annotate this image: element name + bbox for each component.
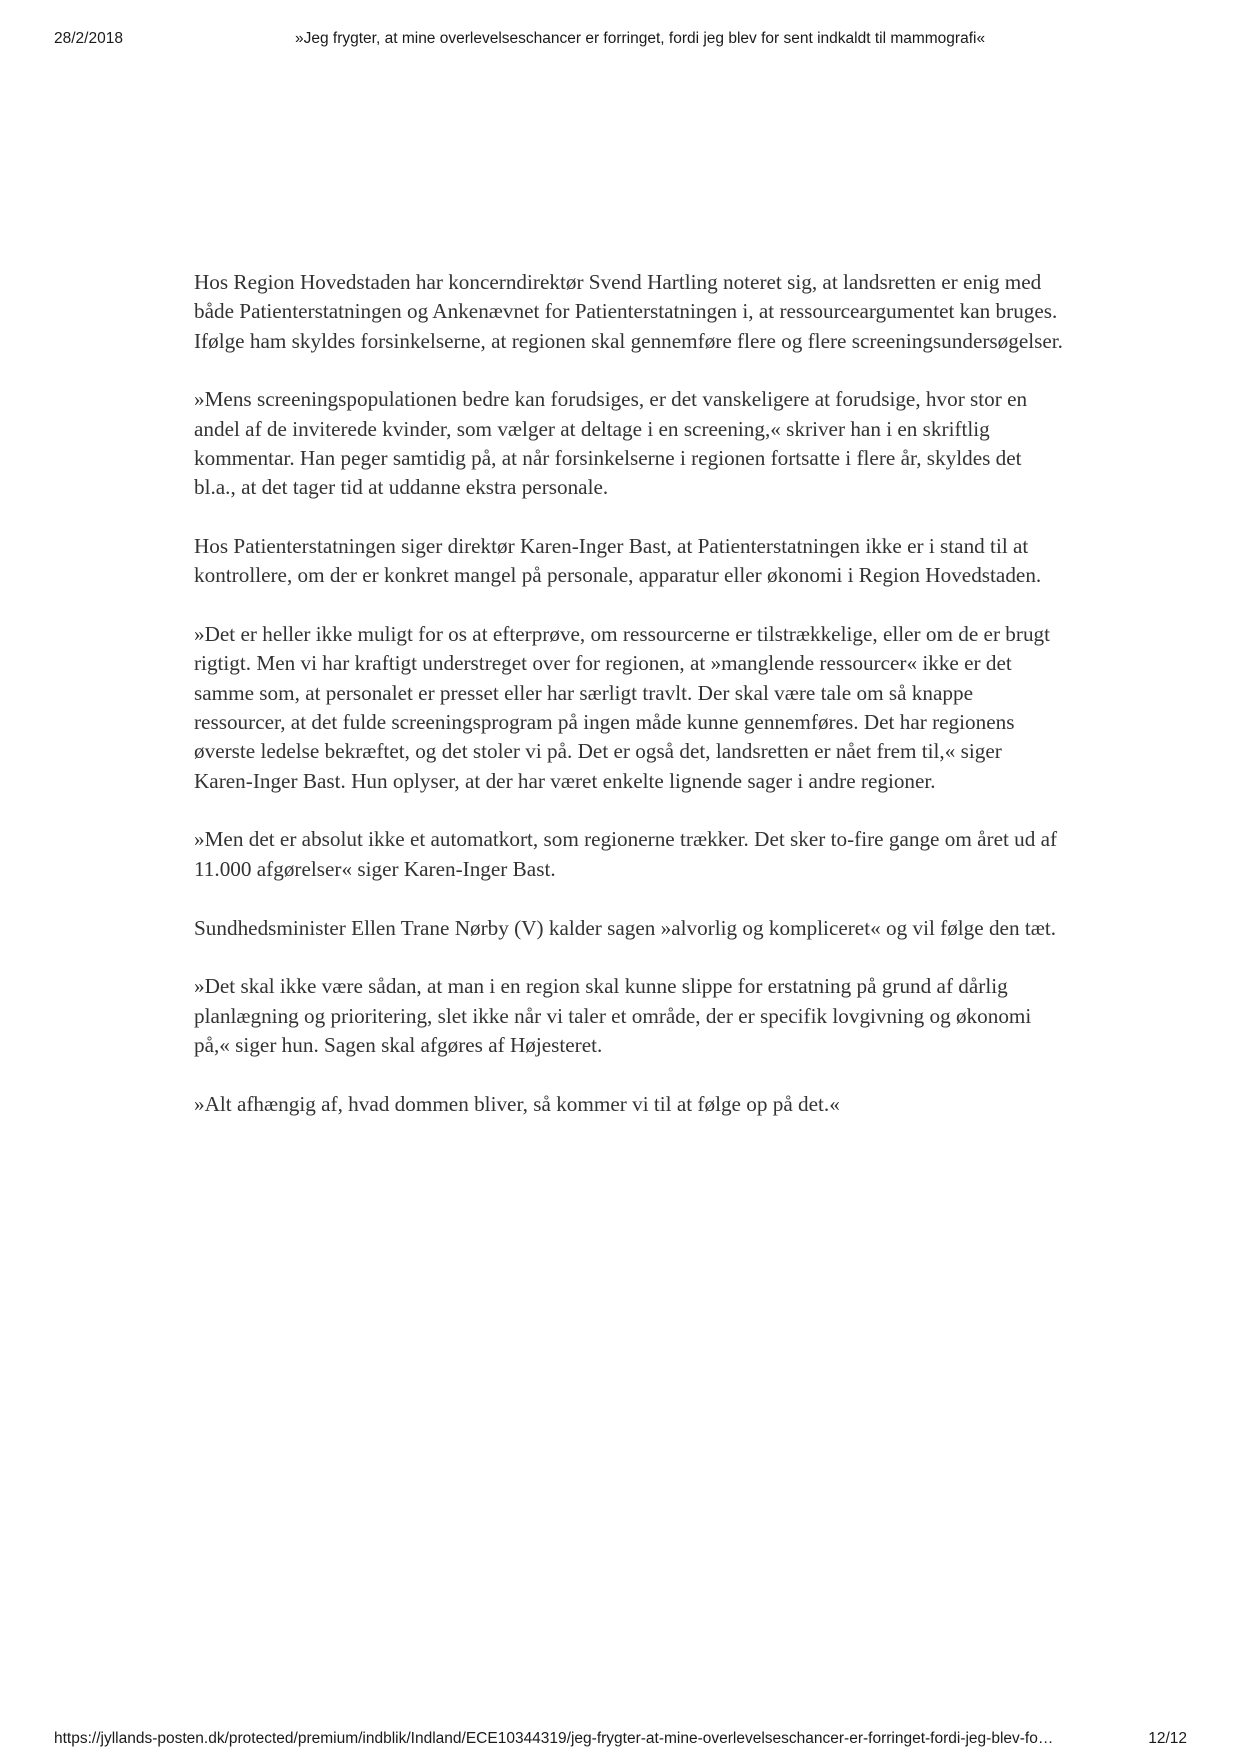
print-url: https://jyllands-posten.dk/protected/premium/indblik/Indland/ECE10344319/jeg-frygter-at-mine-overlevelseschancer-er-forringet-fordi-jeg-blev-fo… (54, 1730, 1054, 1747)
article-paragraph: »Det er heller ikke muligt for os at efterprøve, om ressourcerne er tilstrækkelige, eller om de er brugt rigtigt. Men vi har kraftigt understreget over for regionen, at »manglende ressourcer« ikke er det samme som, at personalet er presset eller har særligt travlt. Der skal være tale om så knappe ressourcer, at det fulde screeningsprogram på ingen måde kunne gennemføres. Det har regionens øverste ledelse bekræftet, og det stoler vi på. Det er også det, landsretten er nået frem til,« siger Karen-Inger Bast. Hun oplyser, at der har været enkelte lignende sager i andre regioner. (194, 622, 1051, 793)
article-paragraph: Hos Patienterstatningen siger direktør Karen-Inger Bast, at Patienterstatningen ikke er i stand til at kontrollere, om der er konkret mangel på personale, apparatur eller økonomi i Region Hovedstaden. (194, 534, 1042, 588)
article-paragraph: »Mens screeningspopulationen bedre kan forudsiges, er det vanskeligere at forudsige, hvor stor en andel af de inviterede kvinder, som vælger at deltage i en screening,« skriver han i en skriftlig kommentar. Han peger samtidig på, at når forsinkelserne i regionen fortsatte i flere år, skyldes det bl.a., at det tager tid at uddanne ekstra personale. (194, 387, 1028, 500)
article-paragraph: »Det skal ikke være sådan, at man i en region skal kunne slippe for erstatning på grund af dårlig planlægning og prioritering, slet ikke når vi taler et område, der er specifik lovgivning og økonomi på,« siger hun. Sagen skal afgøres af Højesteret. (194, 974, 1032, 1057)
article-paragraph: »Men det er absolut ikke et automatkort, som regionerne trækker. Det sker to-fire gange om året ud af 11.000 afgørelser« siger Karen-Inger Bast. (194, 827, 1058, 881)
print-page-title: »Jeg frygter, at mine overlevelseschancer er forringet, fordi jeg blev for sent indkaldt til mammografi« (295, 30, 986, 47)
article-paragraph: Hos Region Hovedstaden har koncerndirektør Svend Hartling noteret sig, at landsretten er enig med både Patienterstatningen og Ankenævnet for Patienterstatningen i, at ressourceargumentet kan bruges. Ifølge ham skyldes forsinkelserne, at regionen skal gennemføre flere og flere screeningsundersøgelser. (194, 270, 1063, 353)
article-paragraph: »Alt afhængig af, hvad dommen bliver, så kommer vi til at følge op på det.« (194, 1091, 840, 1116)
page-number: 12/12 (1148, 1730, 1187, 1747)
print-footer (0, 1730, 1241, 1752)
print-header (0, 30, 1241, 52)
article-paragraph: Sundhedsminister Ellen Trane Nørby (V) kalder sagen »alvorlig og kompliceret« og vil følge den tæt. (194, 915, 1057, 940)
article-body (194, 268, 1064, 1149)
print-date: 28/2/2018 (54, 30, 123, 47)
